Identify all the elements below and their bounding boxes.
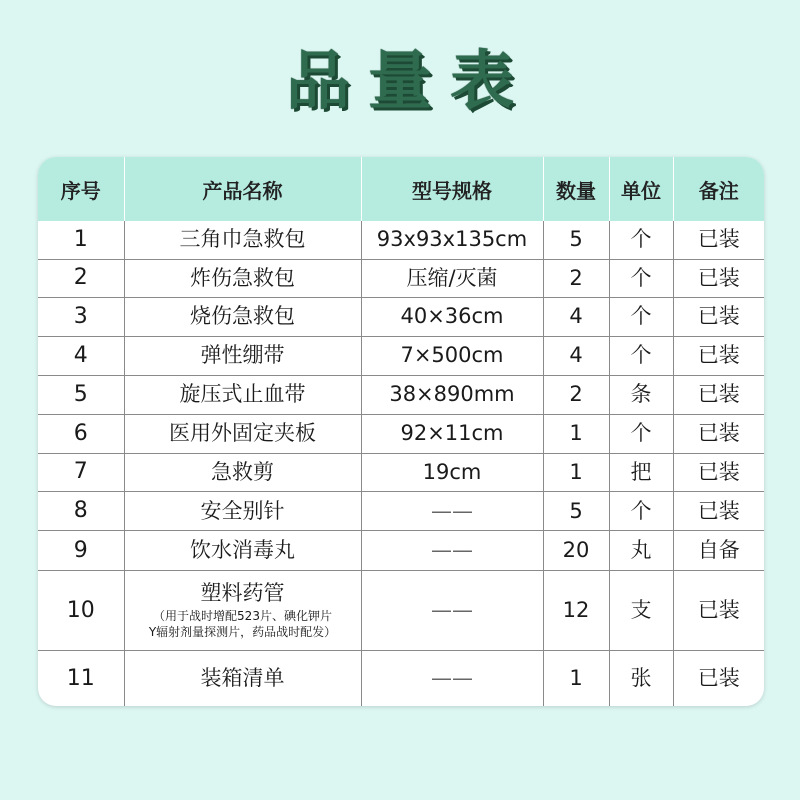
header-qty: 数量 <box>543 157 609 221</box>
cell-qty: 5 <box>543 492 609 531</box>
cell-seq: 10 <box>38 571 124 651</box>
cell-spec: 92×11cm <box>361 414 543 453</box>
cell-spec: —— <box>361 571 543 651</box>
cell-unit: 个 <box>609 336 673 375</box>
cell-seq: 11 <box>38 651 124 706</box>
cell-note: 已装 <box>673 221 764 259</box>
cell-qty: 1 <box>543 414 609 453</box>
cell-name: 旋压式止血带 <box>124 375 361 414</box>
cell-seq: 4 <box>38 336 124 375</box>
cell-qty: 4 <box>543 297 609 336</box>
cell-name: 烧伤急救包 <box>124 297 361 336</box>
cell-seq: 9 <box>38 531 124 571</box>
cell-unit: 个 <box>609 414 673 453</box>
table-header-row <box>38 157 764 221</box>
table-row <box>38 651 764 706</box>
cell-spec: 93x93x135cm <box>361 221 543 259</box>
cell-unit: 个 <box>609 492 673 531</box>
table-row <box>38 259 764 297</box>
cell-unit: 张 <box>609 651 673 706</box>
cell-name: 装箱清单 <box>124 651 361 706</box>
cell-name-note-line-2: Y辐射剂量探测片，药品战时配发） <box>148 624 337 639</box>
cell-spec: 40×36cm <box>361 297 543 336</box>
cell-note: 已装 <box>673 453 764 491</box>
cell-note: 已装 <box>673 336 764 375</box>
cell-note: 已装 <box>673 297 764 336</box>
table-row <box>38 492 764 531</box>
cell-spec: —— <box>361 531 543 571</box>
cell-seq: 7 <box>38 453 124 491</box>
cell-unit: 把 <box>609 453 673 491</box>
cell-note: 已装 <box>673 414 764 453</box>
cell-qty: 20 <box>543 531 609 571</box>
table-row <box>38 571 764 651</box>
cell-name: 炸伤急救包 <box>124 259 361 297</box>
header-seq: 序号 <box>38 157 124 221</box>
cell-seq: 1 <box>38 221 124 259</box>
cell-qty: 1 <box>543 453 609 491</box>
cell-note: 已装 <box>697 666 740 691</box>
cell-name-note-line-1: （用于战时增配523片、碘化钾片 <box>153 608 332 623</box>
cell-name-main: 塑料药管 <box>200 580 285 605</box>
cell-seq: 6 <box>38 414 124 453</box>
table-row <box>38 453 764 491</box>
cell-qty: 2 <box>543 375 609 414</box>
table-row <box>38 336 764 375</box>
cell-seq: 5 <box>38 375 124 414</box>
cell-unit: 个 <box>609 259 673 297</box>
header-note: 备注 <box>673 157 764 221</box>
table-row <box>38 297 764 336</box>
cell-unit: 个 <box>609 221 673 259</box>
cell-note: 已装 <box>673 492 764 531</box>
table-row <box>38 414 764 453</box>
cell-seq: 3 <box>38 297 124 336</box>
cell-spec: 7×500cm <box>361 336 543 375</box>
cell-seq: 2 <box>38 259 124 297</box>
cell-unit: 个 <box>609 297 673 336</box>
cell-qty: 12 <box>543 571 609 651</box>
cell-qty: 5 <box>543 221 609 259</box>
cell-unit: 支 <box>609 571 673 651</box>
product-table <box>38 157 764 706</box>
cell-name: 饮水消毒丸 <box>124 531 361 571</box>
cell-note: 已装 <box>673 571 764 651</box>
cell-name <box>124 571 361 651</box>
table-row <box>38 221 764 259</box>
cell-qty: 4 <box>543 336 609 375</box>
cell-seq: 8 <box>38 492 124 531</box>
table-row <box>38 531 764 571</box>
cell-name: 安全别针 <box>124 492 361 531</box>
product-table-card <box>38 157 764 706</box>
cell-name: 急救剪 <box>124 453 361 491</box>
cell-qty: 2 <box>543 259 609 297</box>
cell-spec: 19cm <box>361 453 543 491</box>
cell-unit: 条 <box>609 375 673 414</box>
cell-note: 自备 <box>673 531 764 571</box>
cell-unit: 丸 <box>609 531 673 571</box>
cell-name: 弹性绷带 <box>124 336 361 375</box>
header-spec: 型号规格 <box>361 157 543 221</box>
page-title: 品量表 <box>286 45 532 119</box>
cell-spec: —— <box>361 492 543 531</box>
cell-spec: 38×890mm <box>361 375 543 414</box>
cell-note: 已装 <box>673 375 764 414</box>
cell-name: 三角巾急救包 <box>124 221 361 259</box>
cell-name: 医用外固定夹板 <box>124 414 361 453</box>
cell-note: 已装 <box>673 259 764 297</box>
cell-qty: 1 <box>543 651 609 706</box>
header-unit: 单位 <box>609 157 673 221</box>
cell-spec: 压缩/灭菌 <box>361 259 543 297</box>
header-name: 产品名称 <box>124 157 361 221</box>
cell-spec: —— <box>361 651 543 706</box>
table-row <box>38 375 764 414</box>
